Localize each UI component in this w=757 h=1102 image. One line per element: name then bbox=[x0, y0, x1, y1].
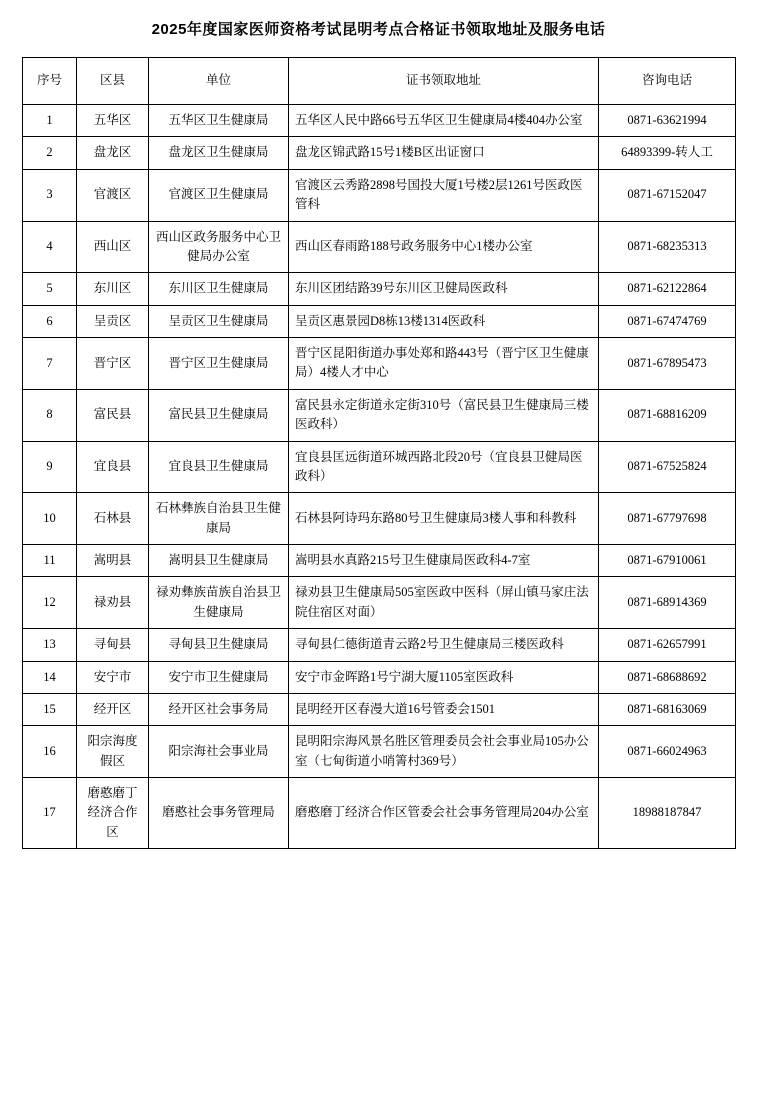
cell-no: 3 bbox=[23, 169, 77, 221]
cell-district: 东川区 bbox=[77, 273, 149, 305]
cell-district: 呈贡区 bbox=[77, 305, 149, 337]
cell-phone: 0871-66024963 bbox=[599, 726, 736, 778]
column-header-address: 证书领取地址 bbox=[289, 58, 599, 105]
cell-phone: 0871-68688692 bbox=[599, 661, 736, 693]
column-header-unit: 单位 bbox=[149, 58, 289, 105]
cell-no: 4 bbox=[23, 221, 77, 273]
cell-phone: 18988187847 bbox=[599, 778, 736, 849]
cell-phone: 0871-68914369 bbox=[599, 577, 736, 629]
cell-district: 经开区 bbox=[77, 693, 149, 725]
cell-no: 9 bbox=[23, 441, 77, 493]
table-row bbox=[23, 105, 736, 137]
cell-address: 磨憨磨丁经济合作区管委会社会事务管理局204办公室 bbox=[289, 778, 599, 849]
cell-unit: 石林彝族自治县卫生健康局 bbox=[149, 493, 289, 545]
table-row bbox=[23, 441, 736, 493]
cell-no: 2 bbox=[23, 137, 77, 169]
cell-address: 富民县永定街道永定街310号（富民县卫生健康局三楼医政科） bbox=[289, 389, 599, 441]
cell-phone: 0871-67797698 bbox=[599, 493, 736, 545]
cell-district: 晋宁区 bbox=[77, 338, 149, 390]
cell-address: 嵩明县水真路215号卫生健康局医政科4-7室 bbox=[289, 545, 599, 577]
cell-district: 磨憨磨丁经济合作区 bbox=[77, 778, 149, 849]
cell-no: 10 bbox=[23, 493, 77, 545]
cell-unit: 寻甸县卫生健康局 bbox=[149, 629, 289, 661]
cell-no: 6 bbox=[23, 305, 77, 337]
cell-address: 石林县阿诗玛东路80号卫生健康局3楼人事和科教科 bbox=[289, 493, 599, 545]
table-row bbox=[23, 389, 736, 441]
cell-district: 安宁市 bbox=[77, 661, 149, 693]
cell-district: 五华区 bbox=[77, 105, 149, 137]
table-row bbox=[23, 305, 736, 337]
cell-district: 官渡区 bbox=[77, 169, 149, 221]
cell-unit: 富民县卫生健康局 bbox=[149, 389, 289, 441]
cell-district: 盘龙区 bbox=[77, 137, 149, 169]
cell-address: 安宁市金晖路1号宁湖大厦1105室医政科 bbox=[289, 661, 599, 693]
cell-address: 呈贡区惠景园D8栋13楼1314医政科 bbox=[289, 305, 599, 337]
cell-district: 宜良县 bbox=[77, 441, 149, 493]
cell-no: 15 bbox=[23, 693, 77, 725]
cell-no: 8 bbox=[23, 389, 77, 441]
cell-phone: 0871-68816209 bbox=[599, 389, 736, 441]
table-row bbox=[23, 545, 736, 577]
cell-phone: 0871-68163069 bbox=[599, 693, 736, 725]
cell-unit: 西山区政务服务中心卫健局办公室 bbox=[149, 221, 289, 273]
table-body bbox=[23, 105, 736, 849]
cell-phone: 0871-62122864 bbox=[599, 273, 736, 305]
cell-address: 昆明经开区春漫大道16号管委会1501 bbox=[289, 693, 599, 725]
table-row bbox=[23, 137, 736, 169]
cell-address: 昆明阳宗海风景名胜区管理委员会社会事业局105办公室（七甸街道小哨箐村369号） bbox=[289, 726, 599, 778]
table-row bbox=[23, 169, 736, 221]
cell-unit: 呈贡区卫生健康局 bbox=[149, 305, 289, 337]
cell-address: 禄劝县卫生健康局505室医政中医科（屏山镇马家庄法院住宿区对面） bbox=[289, 577, 599, 629]
table-row bbox=[23, 661, 736, 693]
cell-no: 16 bbox=[23, 726, 77, 778]
cell-address: 东川区团结路39号东川区卫健局医政科 bbox=[289, 273, 599, 305]
cell-district: 石林县 bbox=[77, 493, 149, 545]
cell-no: 11 bbox=[23, 545, 77, 577]
cell-phone: 64893399-转人工 bbox=[599, 137, 736, 169]
cell-no: 5 bbox=[23, 273, 77, 305]
cell-phone: 0871-67474769 bbox=[599, 305, 736, 337]
cell-address: 寻甸县仁德街道青云路2号卫生健康局三楼医政科 bbox=[289, 629, 599, 661]
cell-no: 14 bbox=[23, 661, 77, 693]
table-row bbox=[23, 493, 736, 545]
cell-unit: 经开区社会事务局 bbox=[149, 693, 289, 725]
cell-district: 西山区 bbox=[77, 221, 149, 273]
table-row bbox=[23, 726, 736, 778]
page-title: 2025年度国家医师资格考试昆明考点合格证书领取地址及服务电话 bbox=[151, 21, 606, 38]
cell-unit: 宜良县卫生健康局 bbox=[149, 441, 289, 493]
cell-unit: 阳宗海社会事业局 bbox=[149, 726, 289, 778]
cell-phone: 0871-67910061 bbox=[599, 545, 736, 577]
cell-phone: 0871-67525824 bbox=[599, 441, 736, 493]
table-row bbox=[23, 273, 736, 305]
cell-address: 五华区人民中路66号五华区卫生健康局4楼404办公室 bbox=[289, 105, 599, 137]
column-header-district: 区县 bbox=[77, 58, 149, 105]
cell-no: 13 bbox=[23, 629, 77, 661]
cell-address: 宜良县匡远街道环城西路北段20号（宜良县卫健局医政科） bbox=[289, 441, 599, 493]
table-row bbox=[23, 338, 736, 390]
cell-unit: 五华区卫生健康局 bbox=[149, 105, 289, 137]
cell-district: 阳宗海度假区 bbox=[77, 726, 149, 778]
cell-unit: 东川区卫生健康局 bbox=[149, 273, 289, 305]
cell-unit: 官渡区卫生健康局 bbox=[149, 169, 289, 221]
cell-unit: 安宁市卫生健康局 bbox=[149, 661, 289, 693]
cell-no: 7 bbox=[23, 338, 77, 390]
column-header-phone: 咨询电话 bbox=[599, 58, 736, 105]
cell-phone: 0871-67895473 bbox=[599, 338, 736, 390]
cell-unit: 盘龙区卫生健康局 bbox=[149, 137, 289, 169]
table-row bbox=[23, 693, 736, 725]
table-row bbox=[23, 577, 736, 629]
table-row bbox=[23, 778, 736, 849]
certificate-pickup-table bbox=[22, 57, 736, 849]
cell-district: 富民县 bbox=[77, 389, 149, 441]
cell-district: 寻甸县 bbox=[77, 629, 149, 661]
cell-phone: 0871-67152047 bbox=[599, 169, 736, 221]
table-header-row bbox=[23, 58, 736, 105]
cell-unit: 嵩明县卫生健康局 bbox=[149, 545, 289, 577]
table-container bbox=[0, 57, 757, 849]
table-row bbox=[23, 629, 736, 661]
cell-phone: 0871-63621994 bbox=[599, 105, 736, 137]
table-header bbox=[23, 58, 736, 105]
cell-phone: 0871-62657991 bbox=[599, 629, 736, 661]
cell-unit: 禄劝彝族苗族自治县卫生健康局 bbox=[149, 577, 289, 629]
cell-no: 17 bbox=[23, 778, 77, 849]
cell-address: 西山区春雨路188号政务服务中心1楼办公室 bbox=[289, 221, 599, 273]
column-header-no: 序号 bbox=[23, 58, 77, 105]
table-row bbox=[23, 221, 736, 273]
cell-address: 盘龙区锦武路15号1楼B区出证窗口 bbox=[289, 137, 599, 169]
cell-phone: 0871-68235313 bbox=[599, 221, 736, 273]
cell-address: 晋宁区昆阳街道办事处郑和路443号（晋宁区卫生健康局）4楼人才中心 bbox=[289, 338, 599, 390]
cell-unit: 晋宁区卫生健康局 bbox=[149, 338, 289, 390]
cell-no: 12 bbox=[23, 577, 77, 629]
cell-address: 官渡区云秀路2898号国投大厦1号楼2层1261号医政医管科 bbox=[289, 169, 599, 221]
cell-unit: 磨憨社会事务管理局 bbox=[149, 778, 289, 849]
cell-district: 嵩明县 bbox=[77, 545, 149, 577]
cell-district: 禄劝县 bbox=[77, 577, 149, 629]
cell-no: 1 bbox=[23, 105, 77, 137]
